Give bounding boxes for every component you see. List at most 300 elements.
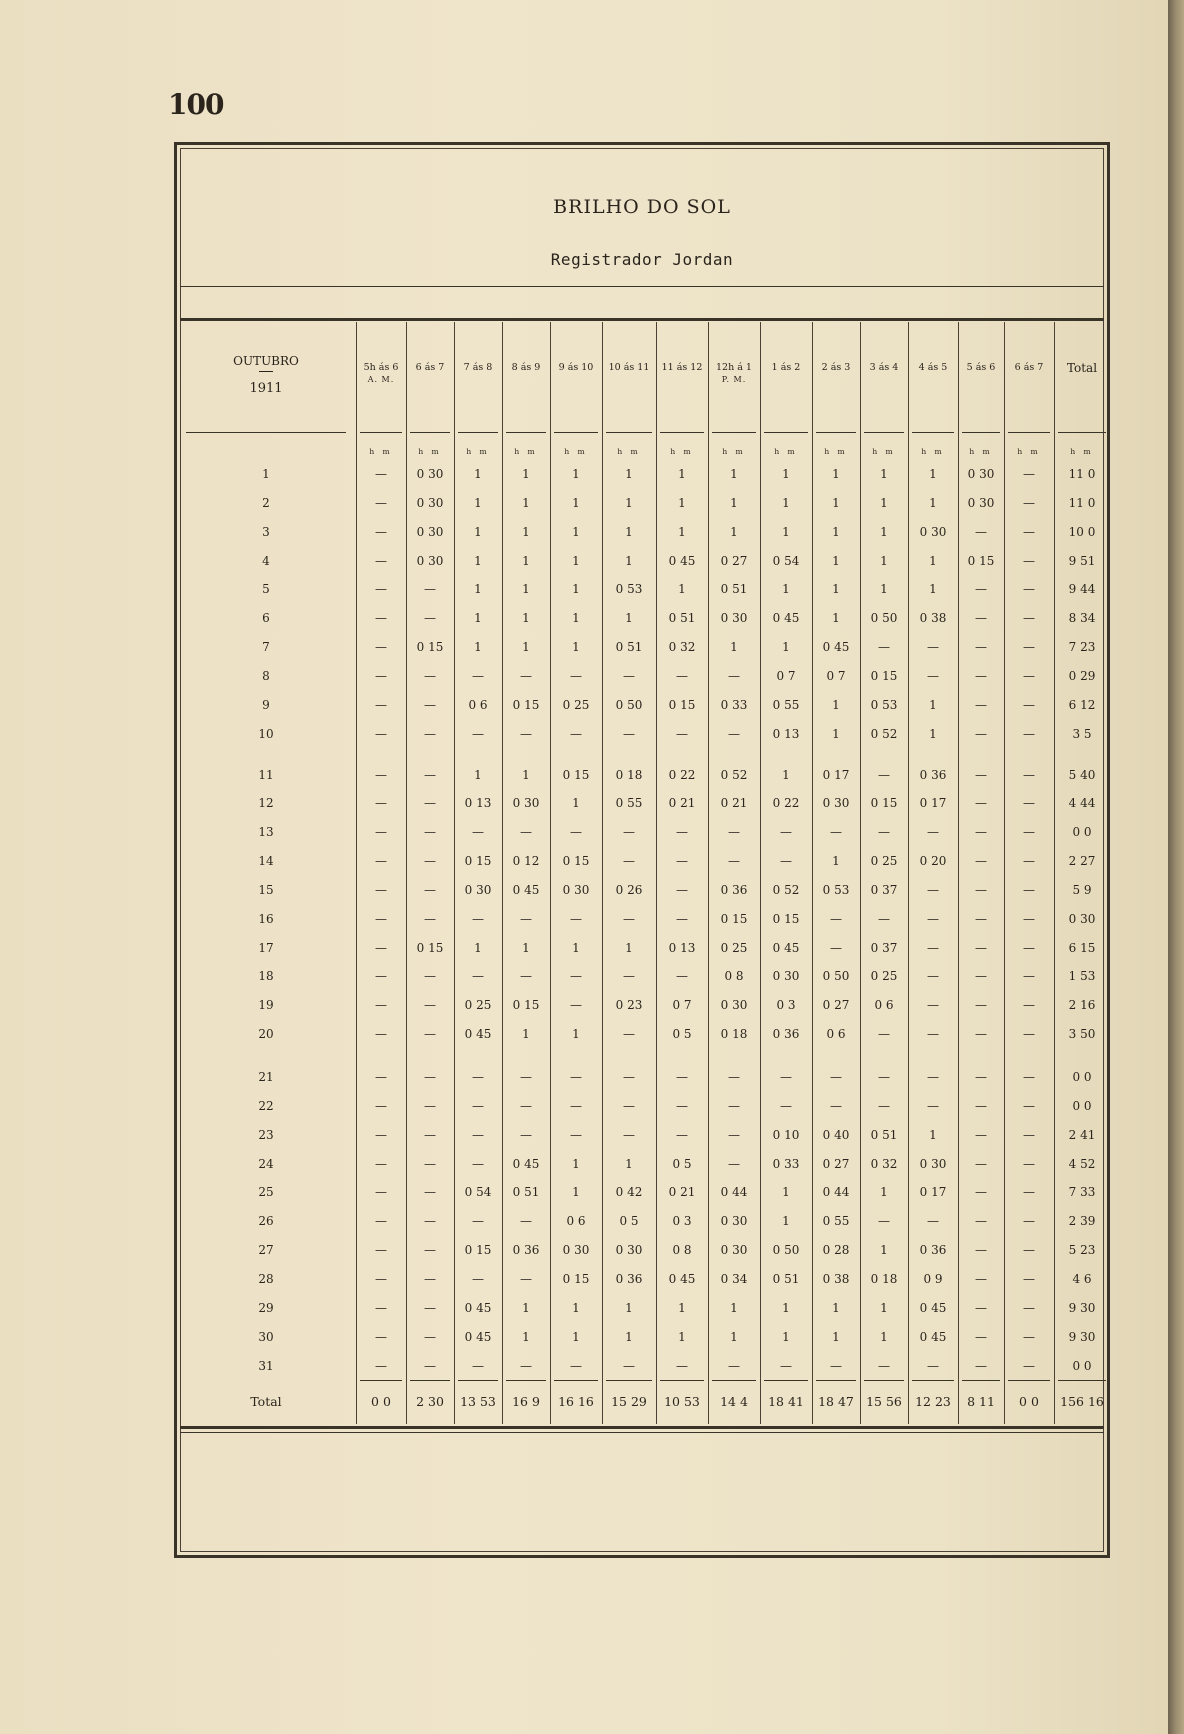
column-header-label: 10 ás 11 [608,362,650,373]
table-cell: — [375,998,387,1013]
table-cell: 0 3 [672,1214,692,1229]
header-underline [712,432,756,433]
table-cell: 1 [572,1185,580,1200]
table-cell: 1 [782,524,790,539]
column-header [708,362,760,386]
table-cell: — [830,1098,842,1113]
table-cell: 0 45 [919,1300,947,1315]
table-cell: 1 [625,611,633,626]
header-underline [660,432,704,433]
table-cell: 1 [929,582,937,597]
table-cell: 0 30 [416,495,444,510]
table-cell: — [424,1185,436,1200]
table-cell: 0 51 [772,1271,800,1286]
unit-label: h m [921,447,945,456]
table-cell: — [424,668,436,683]
column-header-label: 5h ás 6 [363,362,399,373]
table-cell: 1 [625,1156,633,1171]
table-cell: 0 36 [720,882,748,897]
total-rule [1058,1380,1106,1381]
table-cell: 1 [522,553,530,568]
table-cell: — [676,1127,688,1142]
table-cell: — [570,1070,582,1084]
column-header [356,362,406,386]
label-column-rule [186,432,346,433]
table-cell: 0 30 [822,796,850,811]
unit-label: h m [670,447,694,456]
table-cell: 1 [522,1300,530,1315]
table-cell: 0 45 [512,882,540,897]
table-cell: 0 9 [923,1271,943,1286]
table-cell: 0 52 [720,767,748,782]
column-header [1054,362,1110,374]
column-divider [708,322,709,1424]
column-header-label: 3 ás 4 [869,362,899,373]
table-cell: — [424,1156,436,1171]
table-cell: — [375,1027,387,1042]
table-cell: 1 [572,796,580,811]
table-cell: — [1023,640,1035,655]
unit-label: h m [969,447,993,456]
month-label: OUTUBRO [233,354,299,368]
table-cell: — [570,726,582,741]
table-cell: 0 50 [870,611,898,626]
table-cell: 0 25 [720,940,748,955]
table-cell: 0 51 [615,640,643,655]
column-header-label: 2 ás 3 [821,362,851,373]
table-cell: 0 36 [772,1027,800,1042]
total-rule [864,1380,904,1381]
table-cell: 0 15 [562,767,590,782]
table-cell: — [375,611,387,626]
table-cell: 1 [474,467,482,481]
table-cell: 1 [782,582,790,597]
total-rule [506,1380,546,1381]
table-cell: 1 [572,553,580,568]
header-top-rule [180,318,1104,321]
column-header [860,362,908,374]
row-total-cell: 3 50 [1068,1027,1096,1042]
table-cell: 1 [782,1329,790,1344]
table-cell: 1 [678,582,686,597]
table-cell: — [878,1358,890,1373]
table-cell: 1 [929,495,937,510]
table-cell: — [424,1271,436,1286]
table-cell: — [975,640,987,655]
row-day-label: 2 [262,495,270,510]
column-divider [656,322,657,1424]
table-cell: — [975,668,987,683]
table-cell: — [375,796,387,811]
table-cell: — [975,825,987,840]
table-cell: 0 30 [720,611,748,626]
table-cell: — [975,940,987,955]
table-cell: 0 30 [967,467,995,481]
row-day-label: 25 [258,1185,274,1200]
table-cell: — [375,1358,387,1373]
table-cell: — [570,1127,582,1142]
table-cell: 0 45 [668,1271,696,1286]
column-header-label: 6 ás 7 [1014,362,1044,373]
table-cell: — [780,1070,792,1084]
table-cell: — [1023,940,1035,955]
column-divider [760,322,761,1424]
table-cell: 1 [880,1329,888,1344]
table-cell: 1 [625,553,633,568]
table-cell: — [424,1214,436,1229]
table-cell: — [728,1127,740,1142]
table-cell: — [424,796,436,811]
table-cell: 0 30 [562,882,590,897]
table-cell: — [375,767,387,782]
table-cell: — [375,1127,387,1142]
header-underline [410,432,450,433]
column-total-cell: 16 16 [558,1394,594,1409]
row-day-label: 12 [258,796,274,811]
table-cell: 1 [929,553,937,568]
table-cell: 1 [730,1329,738,1344]
table-cell: — [1023,697,1035,712]
table-cell: — [975,998,987,1013]
table-cell: 1 [474,582,482,597]
table-cell: 1 [880,1300,888,1315]
total-rule [410,1380,450,1381]
table-cell: — [975,911,987,926]
table-cell: 0 45 [919,1329,947,1344]
table-cell: 1 [678,495,686,510]
table-cell: 0 6 [874,998,894,1013]
table-cell: 1 [880,553,888,568]
table-cell: — [424,611,436,626]
table-cell: 1 [522,767,530,782]
column-header [502,362,550,374]
row-day-label: 1 [262,467,270,481]
table-cell: 1 [929,697,937,712]
table-cell: 0 15 [967,553,995,568]
table-cell: — [472,1271,484,1286]
header-underline [1058,432,1106,433]
table-cell: — [424,882,436,897]
column-header-sub: P. M. [721,375,747,384]
total-rule [458,1380,498,1381]
table-cell: — [780,1098,792,1113]
table-cell: 1 [572,611,580,626]
table-cell: 1 [572,1329,580,1344]
table-cell: — [623,854,635,869]
row-total-cell: 0 0 [1072,825,1092,840]
table-cell: 0 7 [826,668,846,683]
column-divider [1054,322,1055,1424]
table-cell: 0 50 [822,969,850,984]
table-cell: — [878,1214,890,1229]
table-cell: — [927,969,939,984]
table-cell: 0 34 [720,1271,748,1286]
unit-label: h m [617,447,641,456]
row-total-cell: 4 44 [1068,796,1096,811]
table-cell: — [1023,611,1035,626]
table-cell: 0 13 [464,796,492,811]
row-total-cell: 9 51 [1068,553,1096,568]
table-cell: 1 [832,553,840,568]
table-cell: 1 [474,940,482,955]
table-cell: — [424,1329,436,1344]
table-cell: — [728,1156,740,1171]
table-cell: 0 7 [776,668,796,683]
table-cell: — [975,767,987,782]
table-cell: 0 45 [822,640,850,655]
column-header [908,362,958,374]
column-divider [356,322,357,1424]
column-header-label: 1 ás 2 [771,362,801,373]
unit-label: h m [418,447,442,456]
table-cell: 0 5 [672,1027,692,1042]
table-cell: — [375,553,387,568]
table-cell: 0 15 [772,911,800,926]
table-cell: — [975,1156,987,1171]
month-underline [259,371,273,372]
table-cell: — [728,825,740,840]
table-cell: 0 8 [724,969,744,984]
table-cell: 0 40 [822,1127,850,1142]
row-total-cell: 1 53 [1068,969,1096,984]
column-divider [550,322,551,1424]
table-cell: 0 5 [672,1156,692,1171]
table-cell: 1 [880,524,888,539]
table-cell: 1 [474,611,482,626]
table-cell: 0 44 [822,1185,850,1200]
table-cell: — [472,911,484,926]
table-cell: 0 15 [512,697,540,712]
table-cell: 0 10 [772,1127,800,1142]
table-cell: 0 27 [822,998,850,1013]
table-cell: 0 30 [416,524,444,539]
row-day-label: 23 [258,1127,274,1142]
table-cell: — [728,1358,740,1373]
table-cell: — [570,969,582,984]
table-cell: 1 [832,467,840,481]
table-cell: 1 [625,467,633,481]
total-row-label: Total [250,1394,282,1409]
table-cell: — [472,1070,484,1084]
column-header [656,362,708,374]
table-cell: 1 [880,582,888,597]
table-cell: — [375,1243,387,1258]
table-cell: — [623,1027,635,1042]
table-cell: 1 [832,726,840,741]
row-day-label: 20 [258,1027,274,1042]
table-cell: 0 25 [870,969,898,984]
table-cell: 1 [474,553,482,568]
table-cell: — [1023,825,1035,840]
column-divider [908,322,909,1424]
table-cell: — [676,825,688,840]
table-cell: 1 [832,1329,840,1344]
table-cell: — [1023,1214,1035,1229]
table-cell: — [975,882,987,897]
header-underline [606,432,652,433]
table-cell: 1 [572,467,580,481]
total-rule [764,1380,808,1381]
table-cell: — [1023,1098,1035,1113]
table-cell: — [375,1070,387,1084]
table-cell: — [1023,1329,1035,1344]
table-cell: 1 [522,495,530,510]
table-cell: — [1023,767,1035,782]
table-cell: — [1023,911,1035,926]
table-cell: — [975,969,987,984]
table-cell: — [424,582,436,597]
table-cell: — [570,825,582,840]
table-cell: — [830,911,842,926]
unit-label: h m [872,447,896,456]
table-cell: — [975,1271,987,1286]
row-total-cell: 11 0 [1068,495,1096,510]
table-cell: 1 [522,467,530,481]
row-total-cell: 8 34 [1068,611,1096,626]
column-total-cell: 15 56 [866,1394,902,1409]
table-cell: — [623,911,635,926]
table-cell: — [520,668,532,683]
table-cell: 0 32 [668,640,696,655]
table-cell: 1 [782,767,790,782]
table-cell: — [623,726,635,741]
table-cell: — [1023,1243,1035,1258]
table-cell: — [1023,1156,1035,1171]
row-day-label: 26 [258,1214,274,1229]
column-header-label: 11 ás 12 [661,362,703,373]
row-total-cell: 0 0 [1072,1358,1092,1373]
column-total-cell: 14 4 [720,1394,748,1409]
table-cell: — [520,969,532,984]
row-total-cell: 10 0 [1068,524,1096,539]
table-cell: 0 15 [464,854,492,869]
table-cell: 1 [522,524,530,539]
table-cell: 1 [474,495,482,510]
table-cell: — [1023,1271,1035,1286]
header-underline [506,432,546,433]
table-cell: 1 [572,495,580,510]
year-label: 1911 [249,381,283,396]
table-cell: — [927,940,939,955]
table-cell: 1 [678,524,686,539]
page-number: 100 [168,88,224,121]
table-cell: 0 21 [668,1185,696,1200]
table-cell: — [1023,1300,1035,1315]
total-rule [962,1380,1000,1381]
table-cell: — [878,640,890,655]
column-total-cell: 13 53 [460,1394,496,1409]
table-cell: — [728,1070,740,1084]
table-cell: 0 54 [464,1185,492,1200]
table-cell: 0 30 [720,998,748,1013]
row-day-label: 29 [258,1300,274,1315]
table-cell: — [1023,467,1035,481]
table-cell: 0 22 [772,796,800,811]
table-cell: — [927,1214,939,1229]
month-header [186,354,346,396]
row-day-label: 6 [262,611,270,626]
table-cell: 0 23 [615,998,643,1013]
table-cell: 1 [572,582,580,597]
table-cell: 1 [625,940,633,955]
column-header-label: 9 ás 10 [558,362,594,373]
table-cell: 0 38 [919,611,947,626]
table-cell: 0 51 [512,1185,540,1200]
table-cell: 0 45 [772,611,800,626]
table-cell: 1 [522,611,530,626]
table-cell: — [375,882,387,897]
row-total-cell: 6 15 [1068,940,1096,955]
column-header-label: 5 ás 6 [966,362,996,373]
table-cell: — [1023,1185,1035,1200]
table-cell: 1 [572,640,580,655]
column-header [1004,362,1054,374]
column-divider [602,322,603,1424]
column-header [406,362,454,374]
table-cell: 0 36 [919,767,947,782]
table-cell: 0 42 [615,1185,643,1200]
table-cell: 1 [782,1300,790,1315]
table-cell: 0 27 [720,553,748,568]
header-underline [962,432,1000,433]
table-cell: 0 18 [720,1027,748,1042]
row-total-cell: 4 52 [1068,1156,1096,1171]
row-day-label: 24 [258,1156,274,1171]
table-cell: 1 [678,1300,686,1315]
table-cell: 0 21 [720,796,748,811]
table-cell: 0 18 [870,1271,898,1286]
row-total-cell: 0 29 [1068,668,1096,683]
table-cell: 0 30 [720,1214,748,1229]
table-cell: — [623,668,635,683]
table-cell: 1 [678,467,686,481]
table-cell: — [424,969,436,984]
row-day-label: 21 [258,1070,274,1084]
table-cell: 1 [782,495,790,510]
unit-label: h m [824,447,848,456]
table-cell: 0 30 [512,796,540,811]
row-day-label: 17 [258,940,274,955]
row-day-label: 31 [258,1358,274,1373]
total-rule [712,1380,756,1381]
table-cell: 0 44 [720,1185,748,1200]
total-rule [912,1380,954,1381]
page-title: BRILHO DO SOL [553,196,731,218]
table-cell: — [375,825,387,840]
table-cell: — [424,726,436,741]
row-total-cell: 5 40 [1068,767,1096,782]
column-header-label: 4 ás 5 [918,362,948,373]
table-cell: — [1023,668,1035,683]
column-header [958,362,1004,374]
table-cell: 0 25 [870,854,898,869]
page-subtitle: Registrador Jordan [550,250,734,269]
table-cell: 0 30 [464,882,492,897]
table-cell: — [927,882,939,897]
table-cell: 0 15 [416,940,444,955]
table-cell: — [927,825,939,840]
table-cell: 0 51 [870,1127,898,1142]
table-cell: — [375,640,387,655]
table-cell: — [927,1070,939,1084]
table-cell: 0 6 [566,1214,586,1229]
table-cell: 0 38 [822,1271,850,1286]
table-cell: — [975,611,987,626]
row-total-cell: 0 0 [1072,1070,1092,1084]
table-cell: 0 45 [512,1156,540,1171]
table-cell: 0 30 [562,1243,590,1258]
table-cell: 0 15 [562,1271,590,1286]
